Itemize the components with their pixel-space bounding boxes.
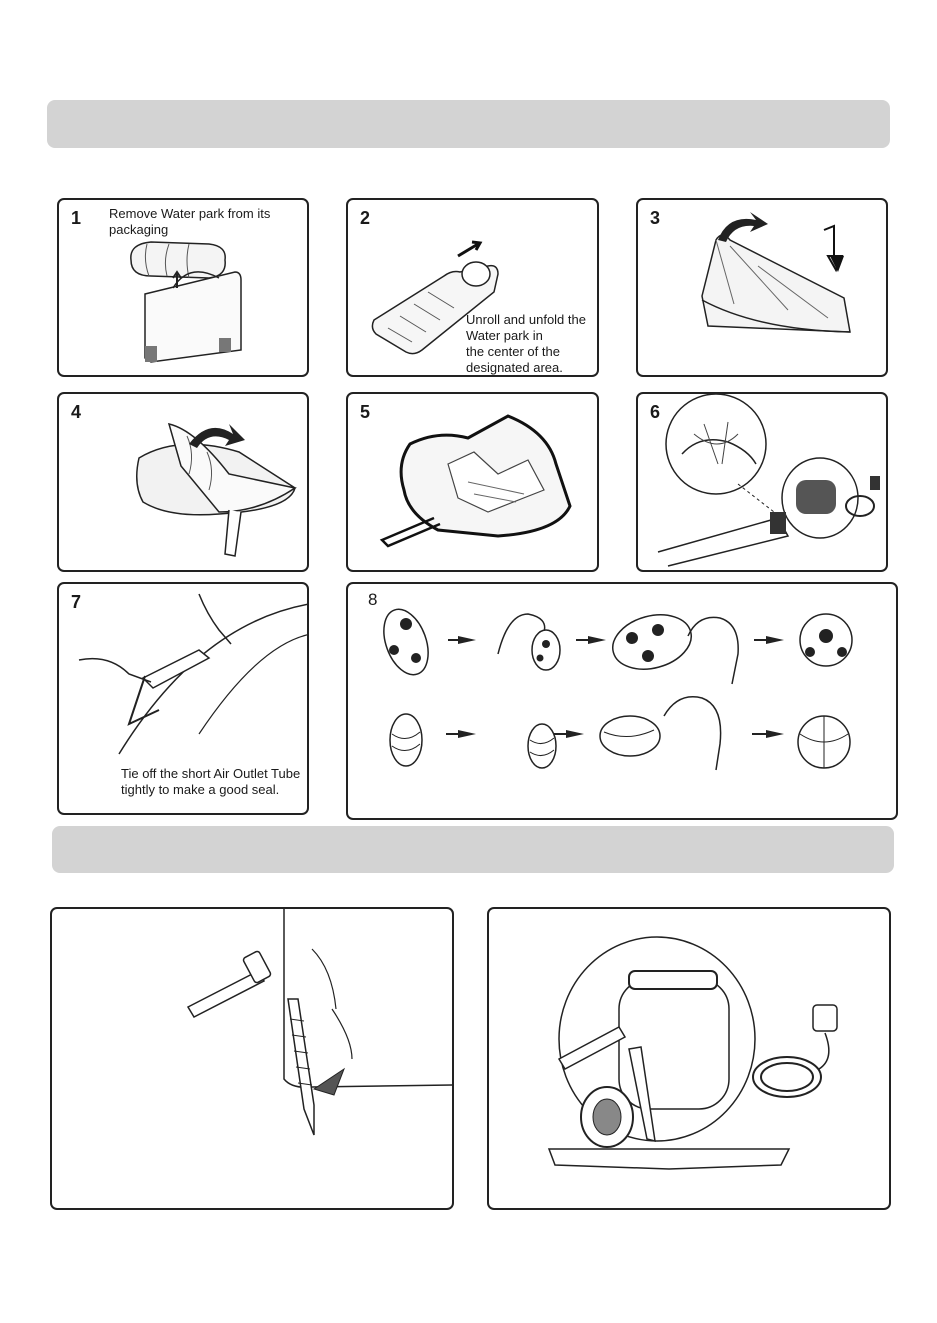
step-8-panel — [346, 582, 898, 820]
unpacking-illustration — [59, 200, 309, 377]
spread-out-pool-illustration — [348, 394, 599, 572]
step-number: 7 — [71, 592, 82, 612]
step-6-panel — [636, 392, 888, 572]
step-2-panel — [346, 198, 599, 377]
stake-pool-illustration — [52, 909, 454, 1210]
section-banner-bottom — [52, 826, 894, 873]
step-caption: Tie off the short Air Outlet Tube tightly to make a good seal. — [121, 766, 301, 797]
step-5-panel — [346, 392, 599, 572]
step-number: 6 — [650, 402, 661, 422]
beach-ball-row — [390, 697, 850, 770]
unfolding-tube-illustration — [59, 394, 309, 572]
stake-pool-panel — [50, 907, 454, 1210]
step-4-panel — [57, 392, 309, 572]
step-number: 1 — [71, 208, 82, 228]
section-banner-top — [47, 100, 890, 148]
tie-off-tube-illustration — [59, 584, 309, 815]
step-number: 4 — [71, 402, 82, 422]
connect-blower-illustration — [638, 394, 888, 572]
step-1-panel — [57, 198, 309, 377]
unfolding-illustration — [638, 200, 888, 377]
step-number: 8 — [368, 590, 378, 609]
step-3-panel — [636, 198, 888, 377]
step-number: 2 — [360, 208, 371, 228]
step-number: 3 — [650, 208, 661, 228]
step-caption: Unroll and unfold the Water park in the center of the designated area. — [466, 312, 586, 375]
stake-blower-illustration — [489, 909, 891, 1210]
step-number: 5 — [360, 402, 371, 422]
step-caption: Remove Water park from its packaging — [109, 206, 271, 237]
soccer-ball-row — [376, 603, 852, 684]
step-7-panel — [57, 582, 309, 815]
ball-inflation-illustration — [348, 584, 898, 820]
unrolling-illustration — [348, 200, 599, 377]
stake-blower-panel — [487, 907, 891, 1210]
